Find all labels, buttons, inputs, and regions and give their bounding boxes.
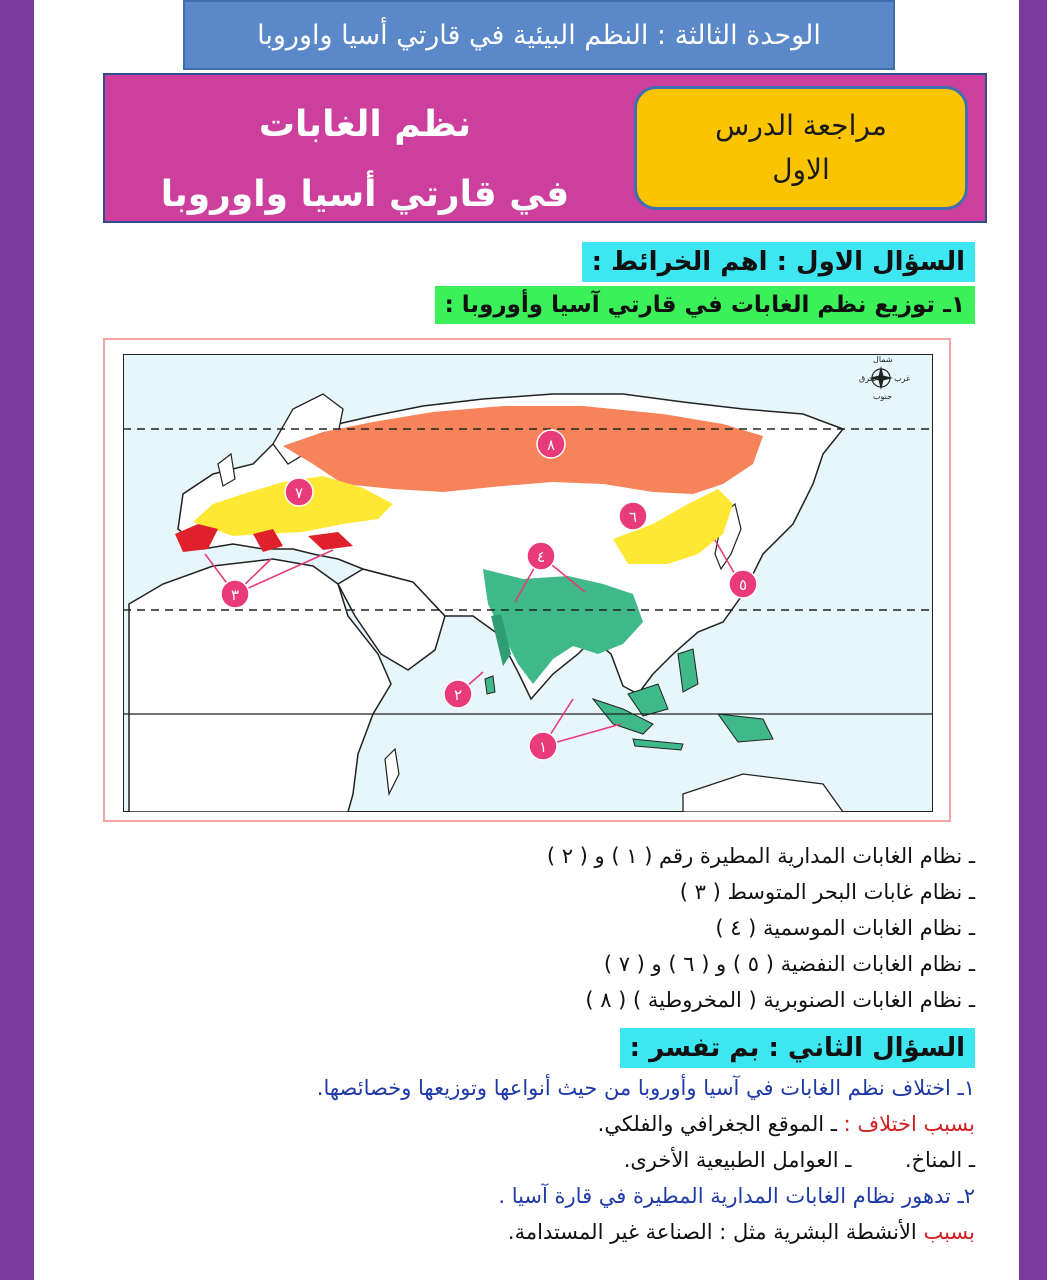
marker-3-label: ٣ — [230, 586, 240, 604]
marker-1 — [529, 732, 557, 760]
lesson-title — [130, 90, 600, 230]
unit-title-banner — [183, 0, 895, 70]
question1-heading: السؤال الاول : اهم الخرائط : — [582, 242, 975, 282]
marker-3 — [221, 580, 249, 608]
compass-north-label: شمال — [873, 355, 893, 364]
item2-cause-line — [215, 1214, 975, 1250]
item1-cause-line2 — [215, 1142, 975, 1178]
marker-2-label: ٢ — [453, 686, 463, 704]
forest-systems-legend — [415, 838, 975, 1018]
legend-item-monsoon: ـ نظام الغابات الموسمية ( ٤ ) — [715, 916, 975, 940]
sri-lanka-island — [485, 676, 495, 694]
legend-item-mediterranean: ـ نظام غابات البحر المتوسط ( ٣ ) — [679, 880, 975, 904]
legend-item-coniferous: ـ نظام الغابات الصنوبرية ( المخروطية ) ( ٨ ) — [585, 988, 975, 1012]
question2-item2: ٢ـ تدهور نظام الغابات المدارية المطيرة في قارة آسيا . — [498, 1184, 975, 1208]
question2-heading: السؤال الثاني : بم تفسر : — [620, 1028, 975, 1068]
compass-east-label: شرق — [859, 374, 877, 383]
question2-item1: ١ـ اختلاف نظم الغابات في آسيا وأوروبا من حيث أنواعها وتوزيعها وخصائصها. — [316, 1076, 975, 1100]
question2-answers — [215, 1070, 975, 1250]
marker-5 — [729, 570, 757, 598]
marker-6-label: ٦ — [628, 508, 638, 526]
lesson-title-line1: نظم الغابات — [258, 104, 472, 145]
lesson-title-line2: في قارتي أسيا واوروبا — [160, 174, 570, 215]
legend-item-tropical: ـ نظام الغابات المدارية المطيرة رقم ( ١ ) و ( ٢ ) — [546, 844, 975, 868]
item1-cause-c: ـ العوامل الطبيعية الأخرى. — [623, 1148, 852, 1172]
left-purple-border — [0, 0, 34, 1280]
item2-cause-label: بسبب — [923, 1220, 975, 1244]
lesson-review-badge — [634, 86, 968, 210]
item2-cause-text: الأنشطة البشرية مثل : الصناعة غير المستدامة. — [507, 1220, 917, 1244]
marker-4 — [527, 542, 555, 570]
marker-8 — [537, 430, 565, 458]
marker-4-label: ٤ — [536, 548, 546, 566]
marker-7-label: ٧ — [294, 484, 304, 502]
marker-1-label: ١ — [538, 738, 548, 756]
marker-6 — [619, 502, 647, 530]
review-line1: مراجعة الدرس — [715, 109, 887, 142]
item1-cause-label: بسبب اختلاف : — [843, 1112, 975, 1136]
review-line2: الاول — [772, 153, 830, 186]
forest-distribution-map — [103, 338, 951, 822]
marker-8-label: ٨ — [546, 436, 556, 454]
legend-item-deciduous: ـ نظام الغابات النفضية ( ٥ ) و ( ٦ ) و ( ٧ ) — [603, 952, 975, 976]
marker-7 — [285, 478, 313, 506]
marker-5-label: ٥ — [738, 576, 748, 594]
item1-cause-a: ـ الموقع الجغرافي والفلكي. — [597, 1112, 837, 1136]
item1-cause-line1 — [215, 1106, 975, 1142]
map-title: ١ـ توزيع نظم الغابات في قارتي آسيا وأوروبا : — [435, 286, 975, 324]
map-svg — [123, 354, 933, 812]
compass-west-label: غرب — [894, 374, 911, 383]
compass-south-label: جنوب — [873, 392, 893, 401]
item1-cause-b: ـ المناخ. — [904, 1148, 975, 1172]
right-purple-border — [1019, 0, 1047, 1280]
unit-title: الوحدة الثالثة : النظم البيئية في قارتي أسيا واوروبا — [257, 19, 821, 51]
marker-2 — [444, 680, 472, 708]
